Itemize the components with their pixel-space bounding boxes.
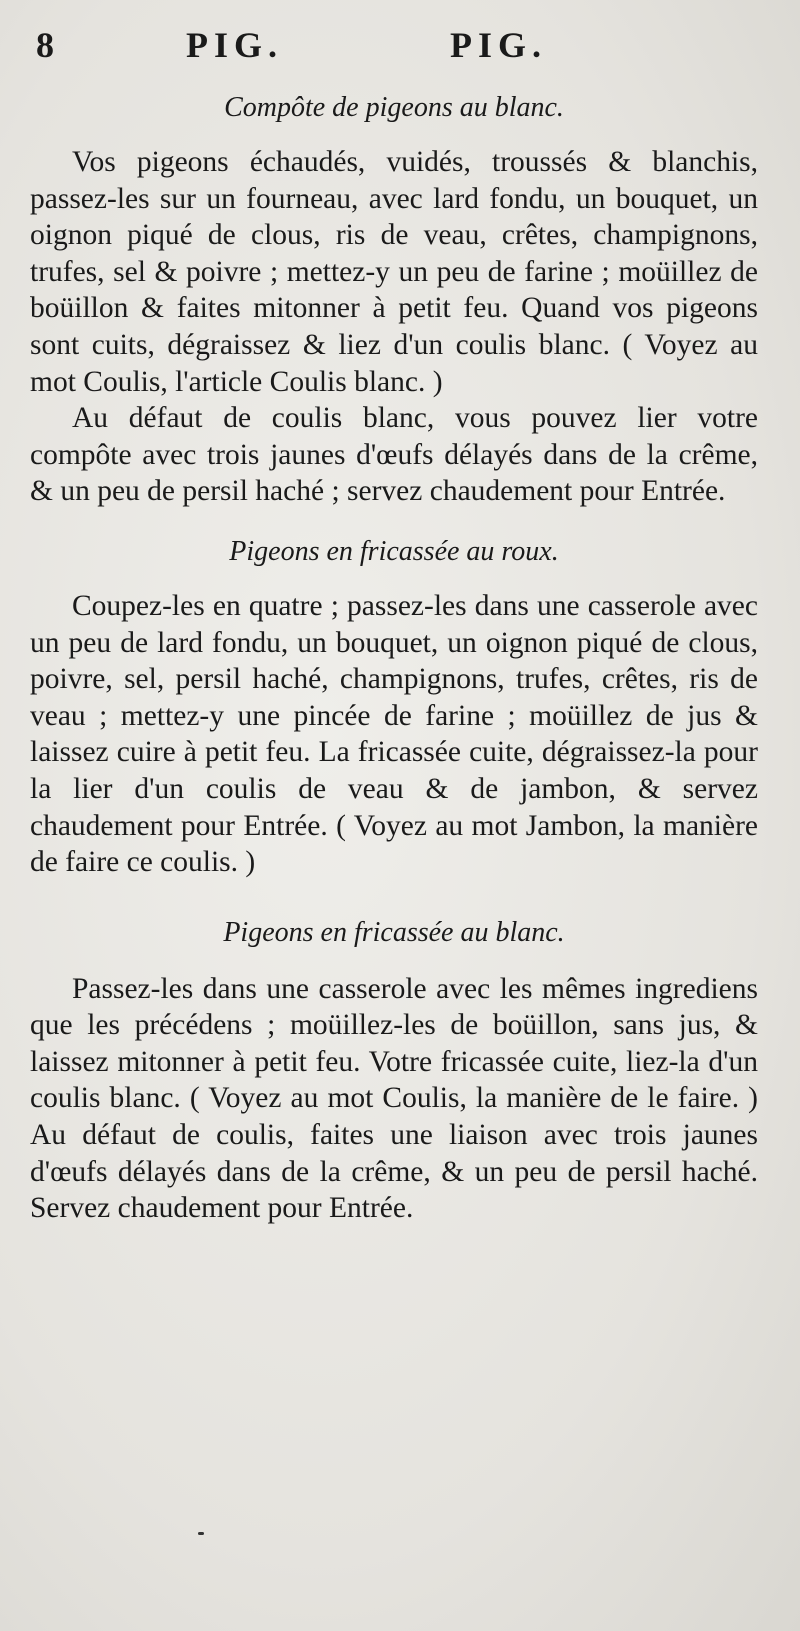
recipe-section-fricassee-blanc xyxy=(30,915,758,1227)
ink-speck xyxy=(198,1532,204,1535)
recipe-paragraph: Coupez-les en quatre ; passez-les dans une casserole avec un peu de lard fondu, un bouquet, un oignon piqué de clous, poivre, sel, persil haché, champignons, trufes, crêtes, ris de veau ; mettez-y une pincée de farine ; moüillez de jus & laissez cuire à petit feu. La fricassée cuite, dégraissez-la pour la lier d'un coulis de veau & de jambon, & servez chaudement pour Entrée. ( Voyez au mot Jambon, la manière de faire ce coulis. ) xyxy=(30,589,758,879)
recipe-section-compote xyxy=(30,90,758,510)
section-title: Compôte de pigeons au blanc. xyxy=(224,92,564,123)
running-head-left: PIG. xyxy=(186,25,284,65)
running-head-right: PIG. xyxy=(450,25,548,65)
section-title: Pigeons en fricassée au blanc. xyxy=(223,916,565,948)
page-number: 8 xyxy=(36,25,54,65)
recipe-paragraph: Au défaut de coulis blanc, vous pouvez lier votre compôte avec trois jaunes d'œufs délayés dans de la crême, & un peu de persil haché ; servez chaudement pour Entrée. xyxy=(30,402,758,508)
recipe-paragraph: Vos pigeons échaudés, vuidés, troussés & blanchis, passez-les sur un fourneau, avec lard fondu, un bouquet, un oignon piqué de clous, ris de veau, crêtes, champignons, trufes, sel & poivre ; mettez-y un peu de farine ; moüillez de boüillon & faites mitonner à petit feu. Quand vos pigeons sont cuits, dégraissez & liez d'un coulis blanc. ( Voyez au mot Coulis, l'article Coulis blanc. ) xyxy=(30,146,758,398)
recipe-section-fricassee-roux xyxy=(30,534,758,881)
recipe-paragraph: Passez-les dans une casserole avec les mêmes ingrediens que les précédens ; moüillez-les de boüillon, sans jus, & laissez mitonner à petit feu. Votre fricassée cuite, liez-la d'un coulis blanc. ( Voyez au mot Coulis, la manière de le faire. ) Au défaut de coulis, faites une liaison avec trois jaunes d'œufs délayés dans de la crême, & un peu de persil haché. Servez chaudement pour Entrée. xyxy=(30,972,758,1225)
section-title: Pigeons en fricassée au roux. xyxy=(229,535,559,567)
page-header xyxy=(30,22,770,72)
page-body xyxy=(30,90,758,1227)
